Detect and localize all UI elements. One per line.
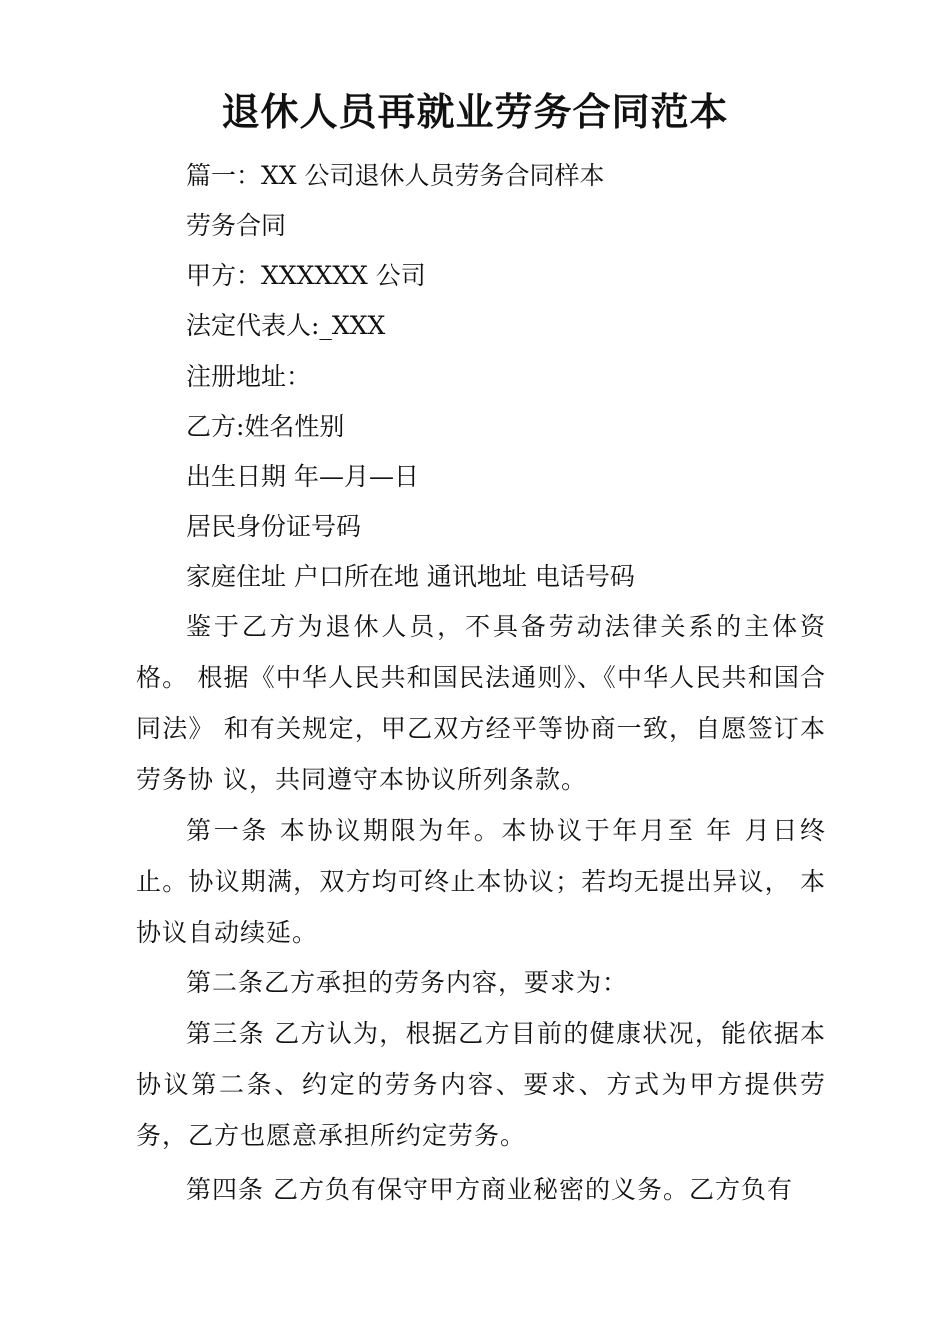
legal-representative: 法定代表人:_XXX — [186, 311, 386, 340]
address-phone: 家庭住址 户口所在地 通讯地址 电话号码 — [186, 562, 635, 591]
article-4: 第四条 乙方负有保守甲方商业秘密的义务。乙方负有 — [186, 1175, 793, 1204]
document-title: 退休人员再就业劳务合同范本 — [221, 89, 729, 134]
birth-date: 出生日期 年—月—日 — [186, 462, 419, 491]
registered-address: 注册地址： — [186, 362, 312, 391]
article-1: 第一条 本协议期限为年。本协议于年月至 年 月日终止。协议期满，双方均可终止本协议；若均无提出异议， 本协议自动续延。 — [136, 816, 826, 947]
party-b: 乙方:姓名性别 — [186, 412, 345, 441]
section-heading: 篇一：XX 公司退休人员劳务合同样本 — [186, 161, 605, 190]
article-3: 第三条 乙方认为，根据乙方目前的健康状况，能依据本协议第二条、约定的劳务内容、要求、方式为甲方提供劳务，乙方也愿意承担所约定劳务。 — [136, 1019, 826, 1150]
preamble-paragraph: 鉴于乙方为退休人员，不具备劳动法律关系的主体资格。 根据《中华人民共和国民法通则》、《中华人民共和国合同法》 和有关规定，甲乙双方经平等协商一致，自愿签订本劳务协 议，共同遵守本协议所列条款。 — [136, 612, 826, 794]
contract-name: 劳务合同 — [186, 211, 287, 240]
party-a: 甲方：XXXXXX 公司 — [186, 261, 426, 290]
article-2: 第二条乙方承担的劳务内容，要求为： — [186, 968, 629, 997]
id-number: 居民身份证号码 — [186, 512, 362, 541]
